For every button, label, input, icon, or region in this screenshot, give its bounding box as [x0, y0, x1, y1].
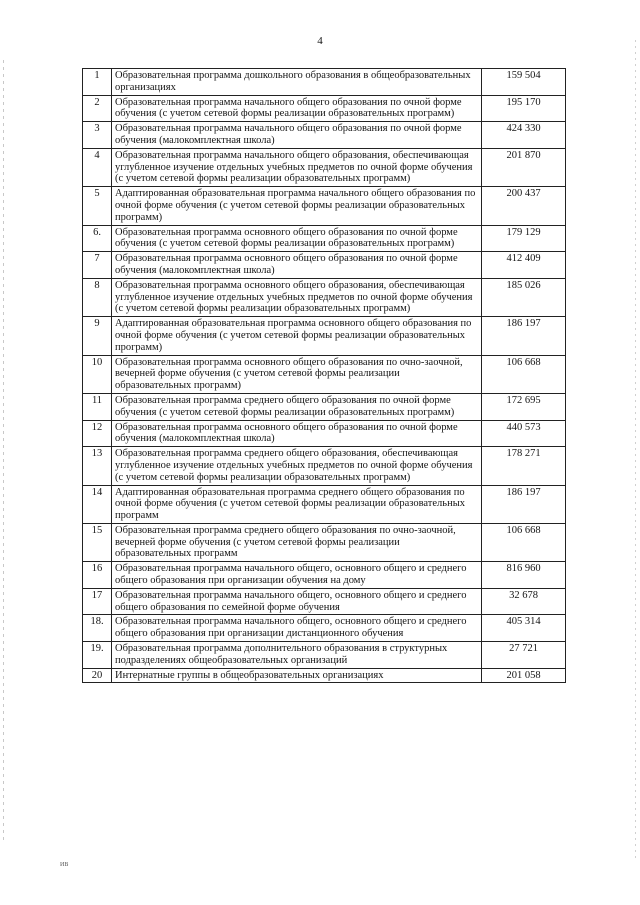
row-number: 18.	[83, 615, 112, 642]
program-description: Адаптированная образовательная программа основного общего образования по очной форме обучения (с учетом сетевой формы реализации образовательных программ)	[112, 317, 482, 355]
row-number: 17	[83, 588, 112, 615]
table-row	[83, 317, 566, 355]
row-number: 1	[83, 69, 112, 96]
table-row	[83, 69, 566, 96]
row-number: 20	[83, 668, 112, 683]
scan-edge-right	[635, 40, 636, 860]
norm-value: 185 026	[482, 278, 566, 316]
norm-value: 412 409	[482, 252, 566, 279]
norm-value: 195 170	[482, 95, 566, 122]
row-number: 8	[83, 278, 112, 316]
norm-value: 159 504	[482, 69, 566, 96]
program-description: Адаптированная образовательная программа начального общего образования по очной форме обучения (с учетом сетевой формы реализации образовательных программ)	[112, 187, 482, 225]
row-number: 7	[83, 252, 112, 279]
row-number: 3	[83, 122, 112, 149]
program-description: Образовательная программа начального общего образования по очной форме обучения (малокомплектная школа)	[112, 122, 482, 149]
table-row	[83, 355, 566, 393]
norm-value: 179 129	[482, 225, 566, 252]
table-body	[83, 69, 566, 683]
table-row	[83, 420, 566, 447]
program-description: Образовательная программа основного общего образования по очной форме обучения (малокомплектная школа)	[112, 420, 482, 447]
norm-value: 201 870	[482, 148, 566, 186]
program-description: Образовательная программа начального общего, основного общего и среднего общего образования при организации обучения на дому	[112, 562, 482, 589]
norm-value: 424 330	[482, 122, 566, 149]
table-row	[83, 225, 566, 252]
norm-value: 106 668	[482, 523, 566, 561]
program-description: Образовательная программа дошкольного образования в общеобразовательных организациях	[112, 69, 482, 96]
norm-value: 32 678	[482, 588, 566, 615]
table-row	[83, 148, 566, 186]
program-description: Образовательная программа основного общего образования по очной форме обучения (малокомплектная школа)	[112, 252, 482, 279]
row-number: 13	[83, 447, 112, 485]
program-description: Образовательная программа начального общего образования по очной форме обучения (с учетом сетевой формы реализации образовательных программ)	[112, 95, 482, 122]
footer-mark: ИВ	[60, 862, 69, 868]
norm-value: 440 573	[482, 420, 566, 447]
table-row	[83, 588, 566, 615]
row-number: 15	[83, 523, 112, 561]
program-description: Интернатные группы в общеобразовательных организациях	[112, 668, 482, 683]
row-number: 11	[83, 393, 112, 420]
program-description: Образовательная программа среднего общего образования по очно-заочной, вечерней форме обучения (с учетом сетевой формы реализации образовательных программ	[112, 523, 482, 561]
table-row	[83, 485, 566, 523]
scan-edge-left	[3, 60, 4, 840]
program-description: Образовательная программа дополнительного образования в структурных подразделениях общеобразовательных организаций	[112, 642, 482, 669]
program-description: Образовательная программа основного общего образования, обеспечивающая углубленное изучение отдельных учебных предметов по очной форме обучения (с учетом сетевой формы реализации образовательных программ)	[112, 278, 482, 316]
norm-value: 186 197	[482, 317, 566, 355]
row-number: 14	[83, 485, 112, 523]
program-description: Адаптированная образовательная программа среднего общего образования по очной форме обучения (с учетом сетевой формы реализации образовательных программ	[112, 485, 482, 523]
funding-table	[82, 68, 566, 683]
table-row	[83, 393, 566, 420]
row-number: 4	[83, 148, 112, 186]
row-number: 16	[83, 562, 112, 589]
table-row	[83, 278, 566, 316]
table-row	[83, 562, 566, 589]
program-description: Образовательная программа среднего общего образования по очной форме обучения (с учетом сетевой формы реализации образовательных программ)	[112, 393, 482, 420]
norm-value: 172 695	[482, 393, 566, 420]
page-number: 4	[317, 35, 323, 47]
row-number: 12	[83, 420, 112, 447]
row-number: 19.	[83, 642, 112, 669]
table-row	[83, 523, 566, 561]
table-row	[83, 668, 566, 683]
row-number: 9	[83, 317, 112, 355]
row-number: 2	[83, 95, 112, 122]
program-description: Образовательная программа среднего общего образования, обеспечивающая углубленное изучение отдельных учебных предметов по очной форме обучения (с учетом сетевой формы реализации образовательных программ)	[112, 447, 482, 485]
table-row	[83, 95, 566, 122]
table-row	[83, 252, 566, 279]
program-description: Образовательная программа начального общего, основного общего и среднего общего образования при организации дистанционного обучения	[112, 615, 482, 642]
norm-value: 200 437	[482, 187, 566, 225]
norm-value: 201 058	[482, 668, 566, 683]
norm-value: 816 960	[482, 562, 566, 589]
table-row	[83, 447, 566, 485]
norm-value: 186 197	[482, 485, 566, 523]
norm-value: 405 314	[482, 615, 566, 642]
table-row	[83, 122, 566, 149]
norm-value: 106 668	[482, 355, 566, 393]
program-description: Образовательная программа основного общего образования по очной форме обучения (с учетом сетевой формы реализации образовательных программ)	[112, 225, 482, 252]
program-description: Образовательная программа начального общего, основного общего и среднего общего образования по семейной форме обучения	[112, 588, 482, 615]
row-number: 10	[83, 355, 112, 393]
table-row	[83, 187, 566, 225]
program-description: Образовательная программа начального общего образования, обеспечивающая углубленное изучение отдельных учебных предметов по очной форме обучения (с учетом сетевой формы реализации образовательных программ)	[112, 148, 482, 186]
program-description: Образовательная программа основного общего образования по очно-заочной, вечерней форме обучения (с учетом сетевой формы реализации образовательных программ)	[112, 355, 482, 393]
table-row	[83, 615, 566, 642]
row-number: 6.	[83, 225, 112, 252]
row-number: 5	[83, 187, 112, 225]
norm-value: 178 271	[482, 447, 566, 485]
table-row	[83, 642, 566, 669]
norm-value: 27 721	[482, 642, 566, 669]
